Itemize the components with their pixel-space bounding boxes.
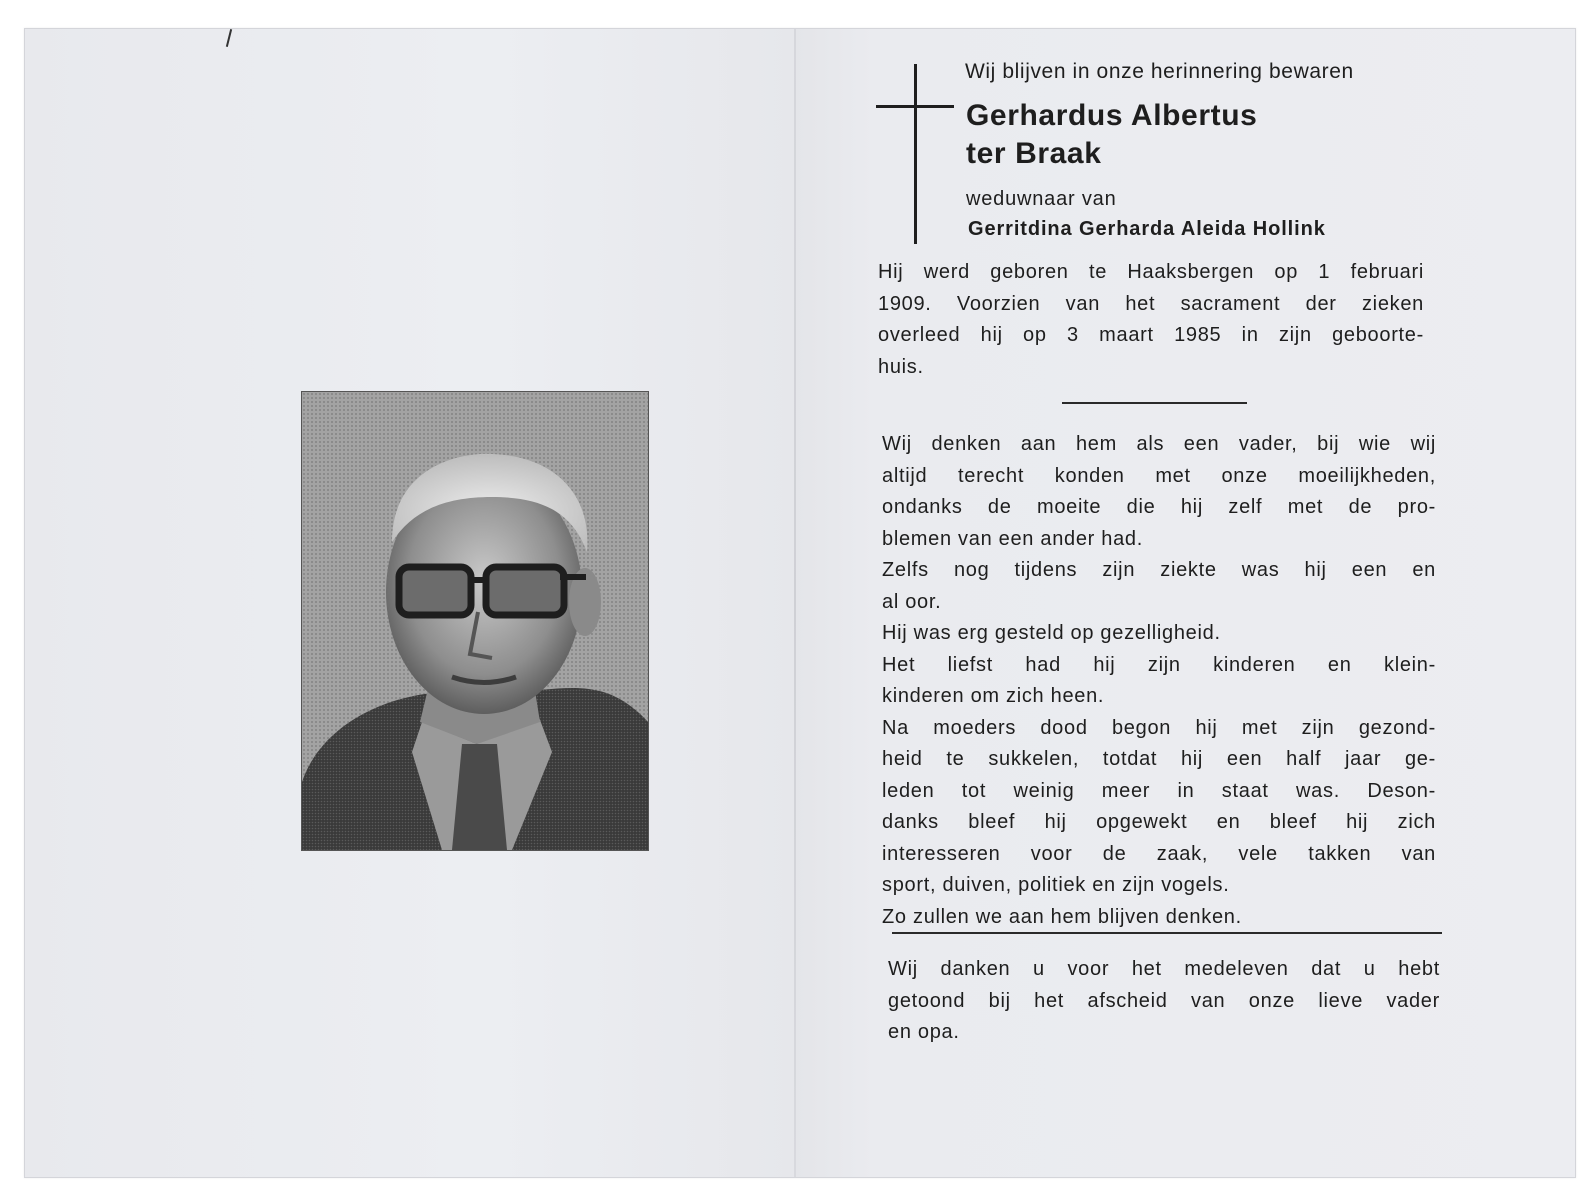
text-line: kinderen om zich heen.: [882, 685, 1105, 707]
left-panel: [25, 29, 795, 1177]
intro-line: Wij blijven in onze herinnering bewaren: [965, 60, 1354, 83]
spouse-name: Gerritdina Gerharda Aleida Hollink: [968, 218, 1326, 240]
text-line: leden tot weinig meer in staat was. Deson-: [882, 779, 1436, 802]
divider-short: [1062, 402, 1247, 404]
text-line: Hij werd geboren te Haaksbergen op 1 februari: [878, 261, 1424, 283]
text-line: overleed hij op 3 maart 1985 in zijn geboorte-: [878, 324, 1424, 346]
text-line: Wij denken aan hem als een vader, bij wie wij: [882, 433, 1436, 455]
memory-paragraph: [882, 429, 1436, 933]
deceased-name-last: ter Braak: [966, 137, 1102, 170]
text-line: interesseren voor de zaak, vele takken van: [882, 842, 1436, 865]
text-line: blemen van een ander had.: [882, 527, 1144, 550]
cross-icon: [914, 64, 917, 244]
fold-line: [794, 29, 796, 1177]
divider-long: [892, 932, 1442, 934]
portrait-illustration: [302, 392, 648, 850]
text-line: en opa.: [888, 1021, 960, 1043]
portrait-photo: [301, 391, 649, 851]
text-line: Na moeders dood begon hij met zijn gezond-: [882, 716, 1436, 739]
text-line: sport, duiven, politiek en zijn vogels.: [882, 874, 1230, 896]
text-line: heid te sukkelen, totdat hij een half jaar ge-: [882, 748, 1436, 770]
text-line: danks bleef hij opgewekt en bleef hij zich: [882, 811, 1436, 833]
text-line: Hij was erg gesteld op gezelligheid.: [882, 622, 1221, 644]
text-line: al oor.: [882, 590, 942, 613]
text-line: ondanks de moeite die hij zelf met de pro-: [882, 496, 1436, 518]
text-line: altijd terecht konden met onze moeilijkheden,: [882, 464, 1436, 487]
widow-label: weduwnaar van: [966, 188, 1117, 210]
text-line: getoond bij het afscheid van onze lieve vader: [888, 989, 1440, 1012]
text-line: huis.: [878, 355, 924, 378]
birth-paragraph: [878, 257, 1424, 383]
text-line: Wij danken u voor het medeleven dat u hebt: [888, 958, 1440, 980]
thanks-paragraph: [888, 954, 1440, 1049]
text-line: 1909. Voorzien van het sacrament der zieken: [878, 292, 1424, 315]
pen-mark: [226, 29, 232, 47]
cross-icon-bar: [876, 105, 954, 108]
text-line: Zo zullen we aan hem blijven denken.: [882, 905, 1242, 928]
deceased-name-first: Gerhardus Albertus: [966, 99, 1258, 132]
text-line: Zelfs nog tijdens zijn ziekte was hij een en: [882, 559, 1436, 581]
text-line: Het liefst had hij zijn kinderen en klein-: [882, 653, 1436, 676]
